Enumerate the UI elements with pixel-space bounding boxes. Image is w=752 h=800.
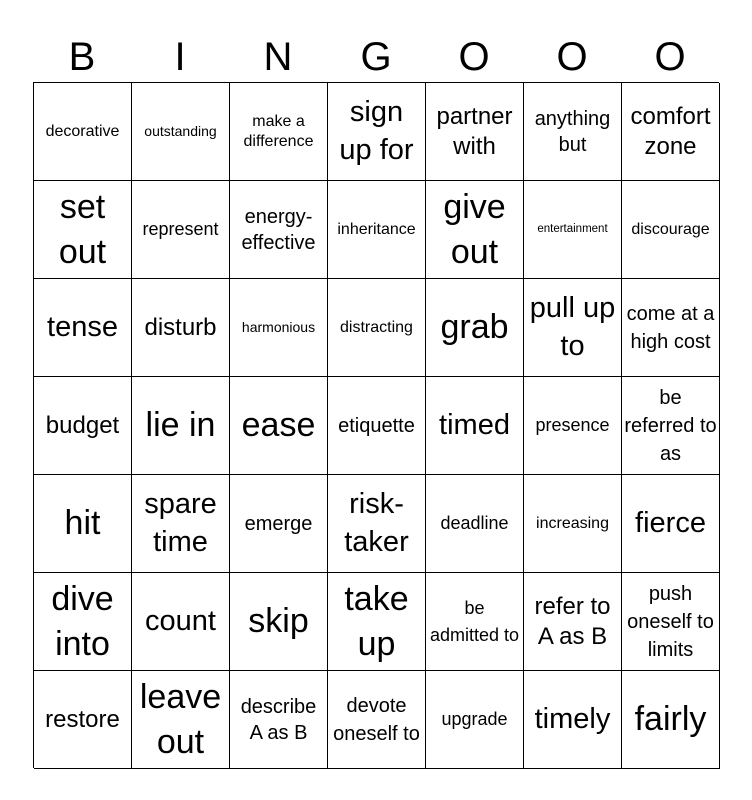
- cell-text: hit: [64, 504, 101, 543]
- bingo-cell[interactable]: [230, 83, 328, 181]
- bingo-cell[interactable]: [132, 83, 230, 181]
- bingo-cell[interactable]: [328, 475, 426, 573]
- bingo-cell[interactable]: [230, 475, 328, 573]
- bingo-cell[interactable]: [34, 671, 132, 769]
- cell-text: risk-taker: [344, 487, 409, 558]
- bingo-cell[interactable]: [132, 279, 230, 377]
- cell-text: harmonious: [241, 319, 316, 336]
- cell-text: count: [145, 604, 216, 637]
- bingo-cell[interactable]: [230, 181, 328, 279]
- cell-text: partner with: [436, 102, 513, 160]
- bingo-cell[interactable]: [34, 573, 132, 671]
- cell-text: timed: [439, 408, 510, 441]
- bingo-cell[interactable]: [622, 377, 720, 475]
- cell-text: increasing: [536, 514, 609, 532]
- bingo-cell[interactable]: [622, 279, 720, 377]
- cell-text: energy-effective: [241, 205, 316, 254]
- cell-text: distracting: [340, 318, 413, 336]
- bingo-cell[interactable]: [328, 573, 426, 671]
- header-letter-n: N: [263, 35, 293, 79]
- cell-text: pull up to: [529, 291, 616, 362]
- cell-text: comfort zone: [630, 102, 711, 160]
- bingo-cell[interactable]: [426, 671, 524, 769]
- bingo-cell[interactable]: [328, 671, 426, 769]
- cell-text: restore: [45, 705, 120, 733]
- bingo-cell[interactable]: [622, 181, 720, 279]
- cell-text: disturb: [144, 313, 217, 341]
- bingo-cell[interactable]: [34, 279, 132, 377]
- bingo-cell[interactable]: [524, 279, 622, 377]
- cell-text: describe A as B: [240, 695, 317, 744]
- bingo-cell[interactable]: [426, 377, 524, 475]
- bingo-cell[interactable]: [34, 83, 132, 181]
- bingo-cell[interactable]: [622, 573, 720, 671]
- header-letter-o-3: O: [654, 35, 686, 79]
- bingo-cell[interactable]: [524, 475, 622, 573]
- cell-text: push oneself to limits: [627, 582, 714, 661]
- cell-text: skip: [248, 602, 309, 641]
- bingo-cell[interactable]: [132, 377, 230, 475]
- bingo-cell[interactable]: [328, 83, 426, 181]
- cell-text: discourage: [631, 220, 710, 238]
- header-letter-b: B: [68, 35, 96, 79]
- cell-text: upgrade: [441, 709, 508, 730]
- header-letter-o-1: O: [458, 35, 490, 79]
- cell-text: lie in: [145, 406, 216, 445]
- bingo-cell[interactable]: [34, 475, 132, 573]
- bingo-cell[interactable]: [132, 573, 230, 671]
- bingo-cell[interactable]: [524, 83, 622, 181]
- cell-text: grab: [440, 308, 509, 347]
- cell-text: dive into: [51, 580, 114, 663]
- bingo-cell[interactable]: [230, 279, 328, 377]
- cell-text: deadline: [440, 513, 509, 534]
- bingo-cell[interactable]: [426, 83, 524, 181]
- bingo-cell[interactable]: [622, 671, 720, 769]
- cell-text: entertainment: [537, 222, 608, 235]
- cell-text: refer to A as B: [534, 592, 611, 650]
- bingo-board: [33, 82, 719, 768]
- cell-text: be admitted to: [429, 598, 520, 645]
- bingo-cell[interactable]: [426, 279, 524, 377]
- bingo-cell[interactable]: [230, 573, 328, 671]
- cell-text: come at a high cost: [626, 302, 715, 353]
- cell-text: spare time: [144, 487, 217, 558]
- cell-text: timely: [534, 702, 611, 735]
- cell-text: etiquette: [338, 414, 415, 437]
- cell-text: emerge: [244, 512, 313, 535]
- cell-text: ease: [241, 406, 316, 445]
- bingo-cell[interactable]: [230, 377, 328, 475]
- bingo-cell[interactable]: [132, 671, 230, 769]
- bingo-cell[interactable]: [34, 181, 132, 279]
- cell-text: take up: [344, 580, 409, 663]
- cell-text: sign up for: [339, 95, 414, 166]
- bingo-cell[interactable]: [622, 475, 720, 573]
- bingo-cell[interactable]: [328, 377, 426, 475]
- bingo-cell[interactable]: [426, 573, 524, 671]
- cell-text: fairly: [634, 700, 707, 739]
- cell-text: tense: [47, 310, 118, 343]
- cell-text: devote oneself to: [333, 694, 420, 745]
- bingo-cell[interactable]: [524, 573, 622, 671]
- cell-text: decorative: [45, 122, 120, 140]
- bingo-cell[interactable]: [426, 181, 524, 279]
- bingo-cell[interactable]: [328, 181, 426, 279]
- bingo-cell[interactable]: [34, 377, 132, 475]
- cell-text: inheritance: [337, 220, 416, 238]
- bingo-cell[interactable]: [524, 671, 622, 769]
- cell-text: give out: [443, 188, 506, 271]
- cell-text: presence: [535, 415, 610, 436]
- bingo-cell[interactable]: [328, 279, 426, 377]
- bingo-cell[interactable]: [524, 181, 622, 279]
- bingo-cell[interactable]: [524, 377, 622, 475]
- cell-text: outstanding: [144, 123, 217, 140]
- bingo-cell[interactable]: [132, 475, 230, 573]
- header-letter-i: I: [174, 35, 186, 79]
- bingo-cell[interactable]: [426, 475, 524, 573]
- cell-text: leave out: [139, 678, 222, 761]
- cell-text: make a difference: [243, 113, 314, 150]
- cell-text: set out: [58, 188, 107, 271]
- header-letter-g: G: [360, 35, 392, 79]
- cell-text: fierce: [635, 506, 706, 539]
- cell-text: represent: [142, 219, 219, 240]
- bingo-cell[interactable]: [230, 671, 328, 769]
- bingo-header: [33, 34, 719, 80]
- cell-text: be referred to as: [624, 386, 717, 465]
- cell-text: anything but: [534, 107, 611, 156]
- header-letter-o-2: O: [556, 35, 588, 79]
- bingo-cell[interactable]: [132, 181, 230, 279]
- cell-text: budget: [45, 411, 120, 439]
- bingo-cell[interactable]: [622, 83, 720, 181]
